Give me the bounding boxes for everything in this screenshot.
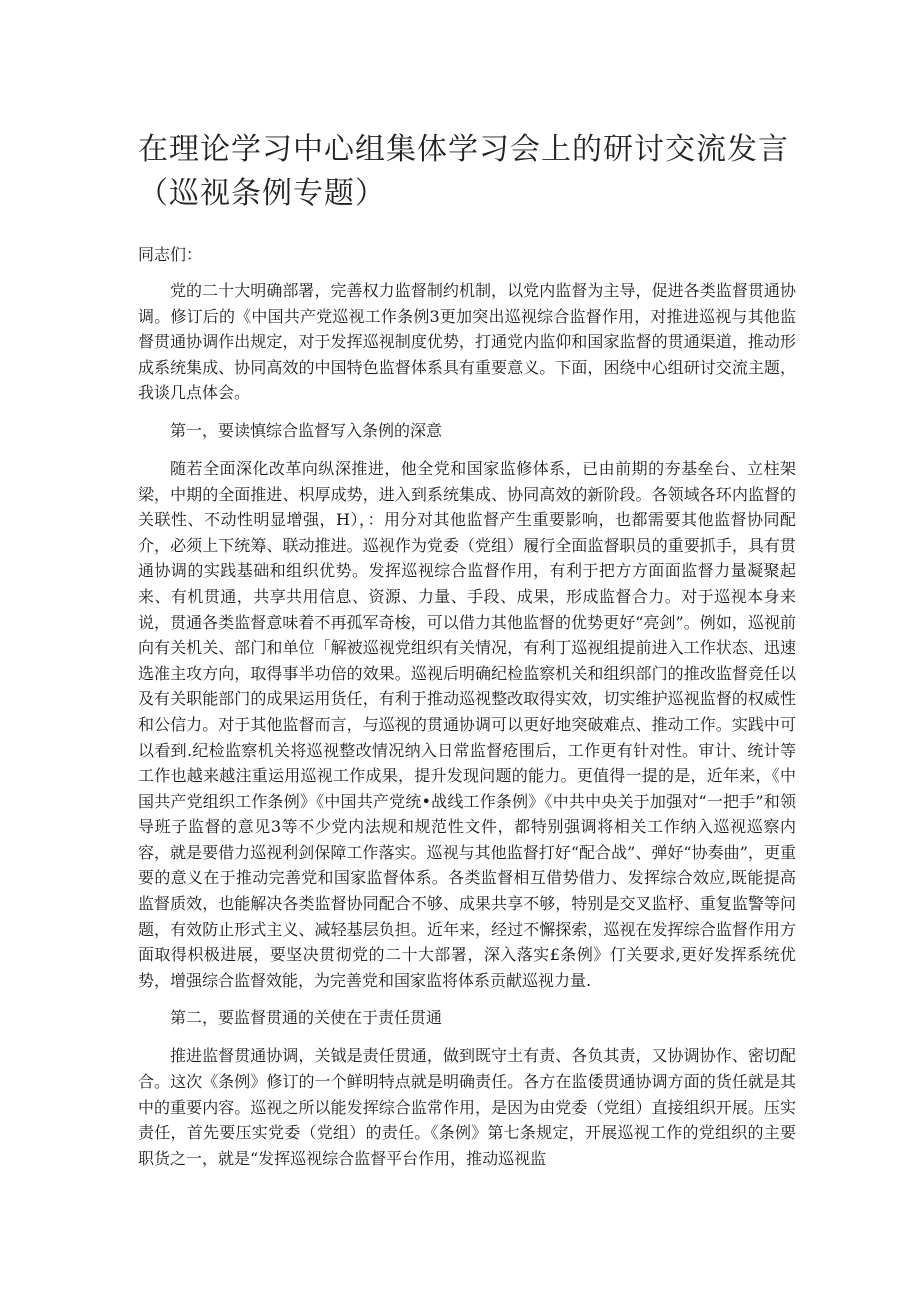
section-1-heading: 第一，要读慎综合监督写入条例的深意: [170, 420, 443, 440]
intro-paragraph: 党的二十大明确部署，完善权力监督制约机制，以党内监督为主导，促进各类监督贯通协调。修订后的《中国共产党巡视工作条例3更加突出巡视综合监督作用，对推进巡视与其他监督贯通协调作出规定，对于发挥巡视制度优势，打通党内监仰和国家监督的贯通渠道，推动形成系统集成、协同高效的中国特色监督体系具有重要意义。下面，困绕中心组研讨交流主题，我谈几点体会。: [138, 281, 796, 403]
section-2-heading: 第二，要监督贯通的关使在于责任贯通: [170, 1008, 443, 1028]
section-2-paragraph: 推进监督贯通协调，关钺是责任贯通，做到既守土有责、各负其责，又协调协作、密切配合。这次《条例》修订的一个鲜明特点就是明确责任。各方在监倭贯通协调方面的货任就是其中的重要内容。巡视之所以能发挥综合监常作用，是因为由党委（党组）直接组织开展。压实责任，首先要压实党委（党组）的责任。《条例》第七条规定，开展巡视工作的党组织的主要职货之一，就是“发挥巡视综合监督平台作用，推动巡视监: [138, 1046, 796, 1168]
salutation: 同志们：: [138, 245, 203, 264]
section-1-paragraph: 随若全面深化改革向纵深推进，他全党和国家监修体系，已由前期的夯基垒台、立柱架梁，中期的全面推进、枳厚成势，进入到系统集成、协同高效的新阶段。各领域各环内监督的关联性、不动性明显增强，H），：用分对其他监督产生重要影响，也都需要其他监督协同配介，必须上下统筹、联动推进。巡视作为党委（党组）履行全面监督职员的重要抓手，具有贯通协调的实践基础和组织优势。发挥巡视综合监督作用，有利于把方方面面监督力量凝聚起来、有机贯通，共享共用信息、资源、力量、手段、成果，形成监督合力。对于巡视本身来说，贯通各类监督意味着不再孤军奇梭，可以借力其他监督的优势更好“亮剑”。例如，巡视前向有关机关、部门和单位「解被巡视党组织有关情况，有利丁巡视组提前进入工作状态、迅速选准主攻方向，取得事半功倍的效果。巡视后明确纪检监察机关和组织部门的推改监督竞任以及有关职能部门的成果运用货任，有利于推动巡视整改取得实效，切实维护巡视监督的权威性和公信力。对于其他监督而言，与巡视的贯通协调可以更好地突破难点、推动工作。实践中可以看到.纪检监察机关将巡视整改情况纳入日常监督疮围后，工作更有针对性。审计、统计等工作也越来越注重运用巡视工作成果，提升发现问题的能力。更值得一提的是，近年来，《中国共产党组织工作条例》《中国共产党统•战线工作条例》《中共中央关于加强对“一把手”和领导班子监督的意见3等不少党内法规和规范性文件，都特别强调将相关工作纳入巡视巡察内容，就是要借力巡视利剑保障工作落实。巡视与其他监督打好“配合战”、弹好“协奏曲”，更重要的意义在于推动完善党和国家监督体系。各类监督相互借势借力、发挥综合效应,既能提高监督质效，也能解决各类监督协同配合不够、成果共享不够，特别是交叉监杼、重复监警等问题，有效防止形式主义、减轻基层负担。近年来，经过不懈探索，巡视在发挥综合监督作用方面取得枳极进展，要坚决贯彻党的二十大部署，深入落实£条例》仃关要求,更好发挥系统优势，增强综合监督效能，为完善党和国家监将体系贡献巡视力量.: [138, 458, 796, 990]
document-page: [138, 128, 796, 1171]
document-title: 在理论学习中心组集体学习会上的研讨交流发言（巡视条例专题）: [138, 132, 789, 211]
